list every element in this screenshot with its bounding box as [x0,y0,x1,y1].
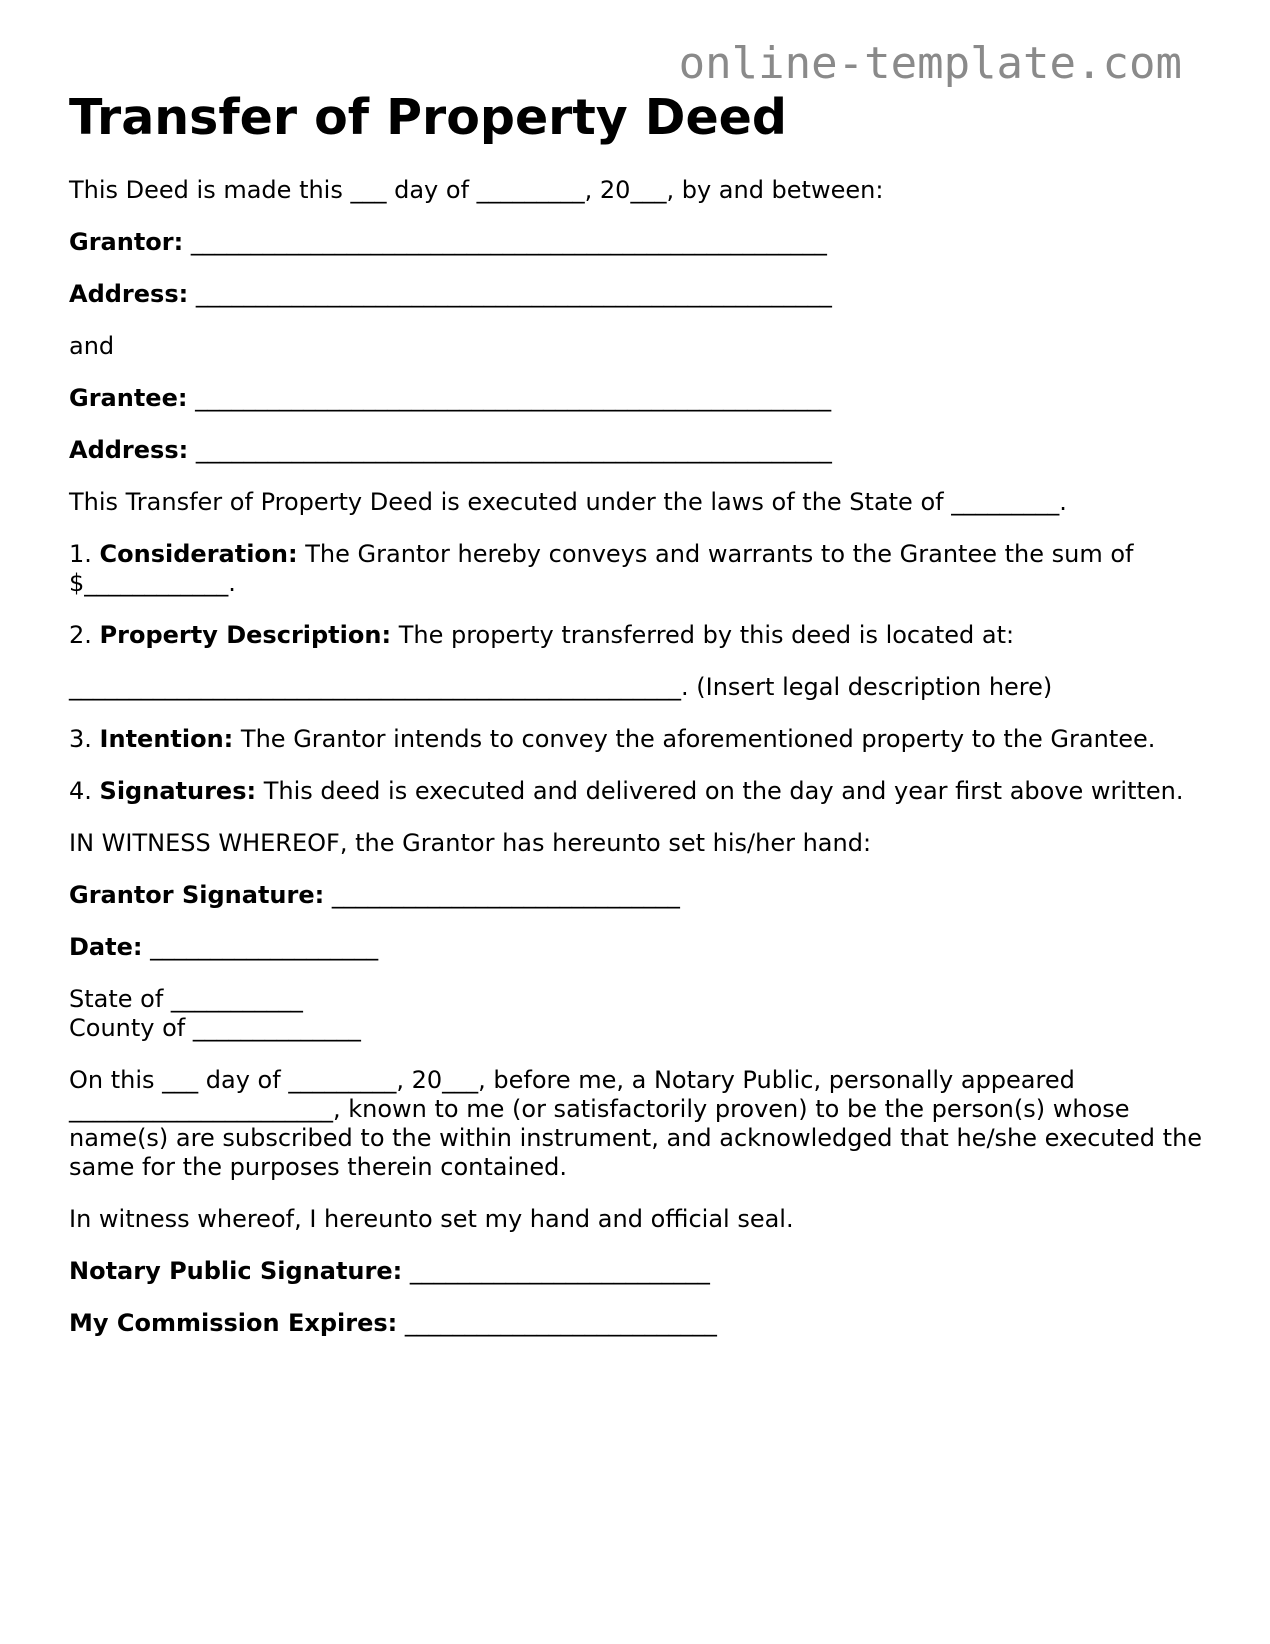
grantee-line [69,384,1209,413]
county-line: County of ______________ [69,1014,361,1042]
notary-witness-line: In witness whereof, I hereunto set my hand and official seal. [69,1205,794,1233]
section-intention [69,725,1209,754]
and-line: and [69,332,115,360]
page-title: Transfer of Property Deed [69,89,787,146]
section-text: This deed is executed and delivered on the day and year first above written. [263,777,1184,805]
commission-line [69,1309,1209,1338]
section-heading: Consideration: [99,540,298,568]
grantee-label: Grantee: [69,384,188,412]
section-number: 3. [69,725,92,753]
grantor-blank: _____________________________________________________ [190,228,827,256]
intro-line: This Deed is made this ___ day of _________, 20___, by and between: [69,176,884,204]
notary-acknowledgment: On this ___ day of _________, 20___, before me, a Notary Public, personally appeared ______________________, known to me (or satisfactorily proven) to be the person(s) whose name(s) are subscribed to the within instrument, and acknowledged that he/she executed the same for the purposes therein contained. [69,1066,1203,1181]
section-heading: Intention: [99,725,234,753]
commission-label: My Commission Expires: [69,1309,398,1337]
section-signatures [69,777,1209,806]
legal-description-line: ___________________________________________________. (Insert legal description here) [69,673,1053,701]
section-number: 1. [69,540,92,568]
grantor-label: Grantor: [69,228,184,256]
section-consideration [69,540,1209,598]
deed-document [69,86,1209,1361]
notary-signature-blank: _________________________ [409,1257,710,1285]
grantor-signature-label: Grantor Signature: [69,881,325,909]
grantee-address-line [69,436,1209,465]
grantee-address-blank: _____________________________________________________ [195,436,832,464]
grantor-address-label: Address: [69,280,189,308]
grantee-blank: _____________________________________________________ [195,384,832,412]
laws-line: This Transfer of Property Deed is executed under the laws of the State of _________. [69,488,1067,516]
grantor-signature-line [69,881,1209,910]
state-line: State of ___________ [69,985,303,1013]
section-heading: Signatures: [99,777,257,805]
grantor-signature-blank: _____________________________ [331,881,680,909]
watermark: online-template.com [678,38,1182,89]
section-heading: Property Description: [99,621,392,649]
date-blank: ___________________ [150,933,379,961]
grantee-address-label: Address: [69,436,189,464]
commission-blank: __________________________ [404,1309,717,1337]
notary-signature-label: Notary Public Signature: [69,1257,403,1285]
section-text: The Grantor hereby conveys and warrants to the Grantee the sum of $____________. [69,540,1134,597]
witness-line: IN WITNESS WHEREOF, the Grantor has hereunto set his/her hand: [69,829,872,857]
section-text: The Grantor intends to convey the aforementioned property to the Grantee. [240,725,1156,753]
notary-signature-line [69,1257,1209,1286]
grantor-address-line [69,280,1209,309]
date-line [69,933,1209,962]
section-number: 2. [69,621,92,649]
grantor-address-blank: _____________________________________________________ [195,280,832,308]
date-label: Date: [69,933,143,961]
grantor-line [69,228,1209,257]
section-property-description [69,621,1209,650]
section-number: 4. [69,777,92,805]
section-text: The property transferred by this deed is located at: [398,621,1015,649]
